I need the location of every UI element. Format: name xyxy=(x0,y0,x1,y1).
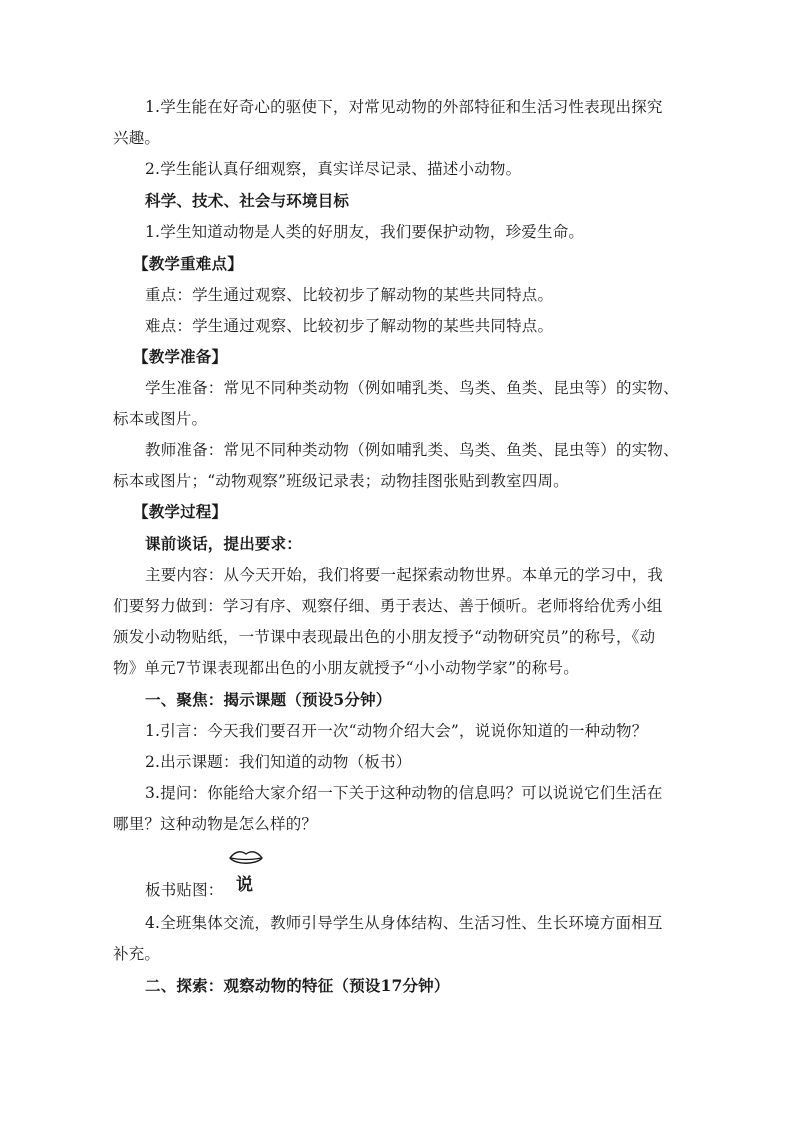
main-content-line-2: 们要努力做到：学习有序、观察仔细、勇于表达、善于倾听。老师将给优秀小组 xyxy=(113,597,663,615)
focus-step-4-line-1: 4.全班集体交流，教师引导学生从身体结构、生活习性、生长环境方面相互 xyxy=(145,914,663,932)
focus-step-2: 2.出示课题：我们知道的动物（板书） xyxy=(145,753,412,771)
student-prep-line-2: 标本或图片。 xyxy=(113,410,208,428)
teacher-prep-line-1: 教师准备：常见不同种类动物（例如哺乳类、鸟类、鱼类、昆虫等）的实物、 xyxy=(145,441,679,459)
goal-1-line-1: 1.学生能在好奇心的驱使下，对常见动物的外部特征和生活习性表现出探究 xyxy=(145,98,663,116)
main-content-line-4: 物》单元7节课表现都出色的小朋友就授予“小小动物学家”的称号。 xyxy=(113,659,579,677)
key-difficult-heading: 【教学重难点】 xyxy=(133,254,243,273)
focus-step-4-line-2: 补充。 xyxy=(113,945,161,963)
explore-heading: 二、探索：观察动物的特征（预设17分钟） xyxy=(145,976,450,995)
difficult-point: 难点：学生通过观察、比较初步了解动物的某些共同特点。 xyxy=(145,317,554,335)
preparation-heading: 【教学准备】 xyxy=(133,347,228,366)
focus-step-1: 1.引言：今天我们要召开一次“动物介绍大会”，说说你知道的一种动物？ xyxy=(145,722,648,740)
lips-icon xyxy=(228,848,264,868)
pre-class-talk-heading: 课前谈话，提出要求： xyxy=(145,534,303,553)
main-content-line-1: 主要内容：从今天开始，我们将要一起探索动物世界。本单元的学习中，我 xyxy=(145,566,664,584)
key-point: 重点：学生通过观察、比较初步了解动物的某些共同特点。 xyxy=(145,286,554,304)
teacher-prep-line-2: 标本或图片；“动物观察”班级记录表；动物挂图张贴到教室四周。 xyxy=(113,472,569,490)
science-goal-1: 1.学生知道动物是人类的好朋友，我们要保护动物，珍爱生命。 xyxy=(145,223,585,241)
board-character: 说 xyxy=(236,875,253,895)
focus-step-3-line-2: 哪里？这种动物是怎么样的？ xyxy=(113,815,318,833)
goal-2: 2.学生能认真仔细观察，真实详尽记录、描述小动物。 xyxy=(145,160,522,178)
goal-1-line-2: 兴趣。 xyxy=(113,129,161,147)
main-content-line-3: 颁发小动物贴纸，一节课中表现最出色的小朋友授予“动物研究员”的称号，《动 xyxy=(113,628,656,646)
focus-step-3-line-1: 3.提问：你能给大家介绍一下关于这种动物的信息吗？可以说说它们生活在 xyxy=(145,784,663,802)
student-prep-line-1: 学生准备：常见不同种类动物（例如哺乳类、鸟类、鱼类、昆虫等）的实物、 xyxy=(145,379,679,397)
board-label: 板书贴图： xyxy=(145,881,224,899)
science-goals-heading: 科学、技术、社会与环境目标 xyxy=(145,191,350,210)
focus-heading: 一、聚焦：揭示课题（预设5分钟） xyxy=(145,690,392,709)
process-heading: 【教学过程】 xyxy=(133,502,228,521)
